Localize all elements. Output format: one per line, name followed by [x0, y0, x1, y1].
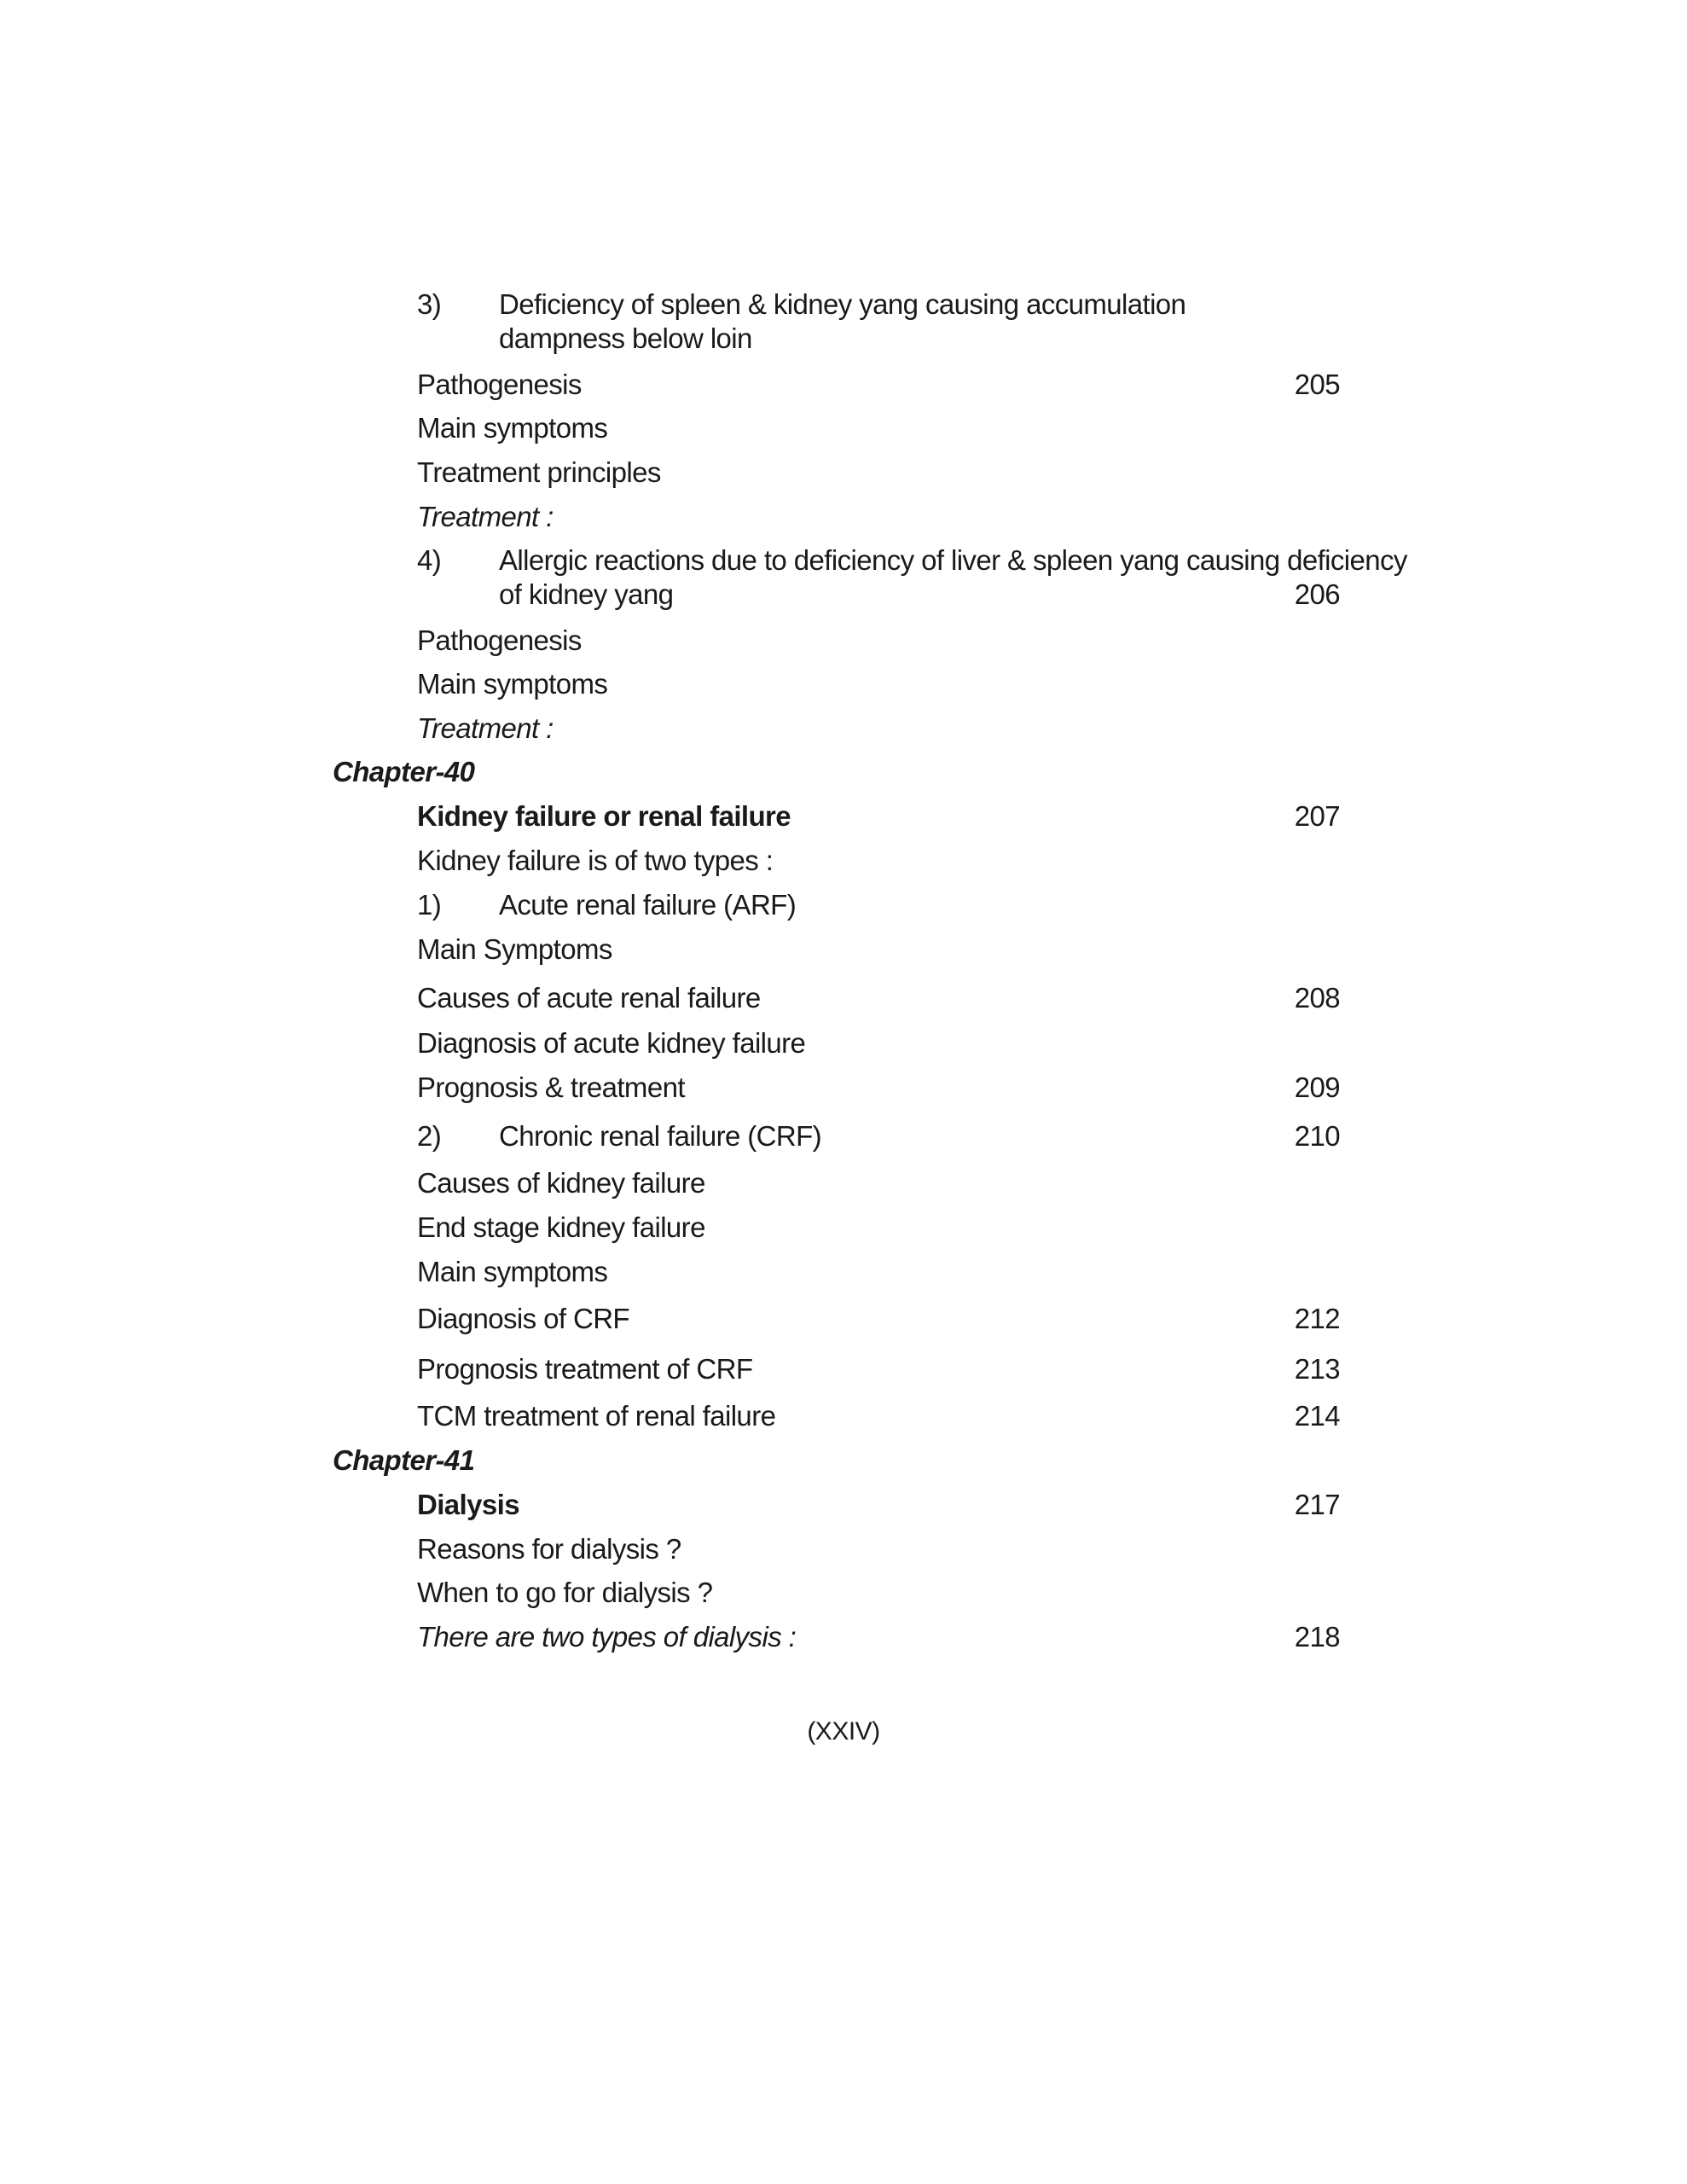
toc-entry-continuation: of kidney yang	[499, 578, 674, 610]
toc-entry: Pathogenesis	[417, 369, 582, 400]
entry-title: Allergic reactions due to deficiency of liver & spleen yang causing deficiency	[499, 544, 1407, 576]
toc-entry: Causes of kidney failure	[417, 1167, 705, 1199]
toc-entry: TCM treatment of renal failure	[417, 1400, 776, 1432]
toc-entry: Diagnosis of acute kidney failure	[417, 1027, 806, 1059]
entry-title: Deficiency of spleen & kidney yang causing accumulation	[499, 288, 1186, 320]
toc-entry: There are two types of dialysis :	[417, 1621, 797, 1653]
toc-entry: Treatment principles	[417, 456, 661, 488]
toc-entry: Main symptoms	[417, 1256, 608, 1287]
toc-entry: Kidney failure is of two types :	[417, 845, 774, 876]
toc-entry-numbered	[417, 543, 1407, 578]
toc-entry-numbered	[417, 1119, 821, 1153]
toc-entry: Diagnosis of CRF	[417, 1303, 629, 1334]
toc-entry: Reasons for dialysis ?	[417, 1533, 681, 1565]
toc-entry: Main symptoms	[417, 668, 608, 700]
toc-entry: Main Symptoms	[417, 933, 612, 965]
page-number: 205	[1294, 369, 1340, 400]
chapter-heading: Chapter-41	[333, 1444, 475, 1476]
entry-number: 1)	[417, 889, 442, 921]
page-number: 218	[1294, 1621, 1340, 1653]
page-number: 210	[1294, 1120, 1340, 1152]
page-number: 213	[1294, 1353, 1340, 1385]
chapter-heading: Chapter-40	[333, 756, 475, 787]
toc-entry-continuation: dampness below loin	[499, 322, 752, 354]
toc-entry: When to go for dialysis ?	[417, 1577, 713, 1608]
toc-entry: Treatment :	[417, 501, 554, 532]
toc-entry: Main symptoms	[417, 412, 608, 444]
toc-entry: End stage kidney failure	[417, 1211, 705, 1243]
page-number: 212	[1294, 1303, 1340, 1334]
chapter-title: Kidney failure or renal failure	[417, 800, 791, 832]
chapter-title: Dialysis	[417, 1489, 519, 1520]
toc-entry-numbered	[417, 888, 796, 922]
entry-title: Acute renal failure (ARF)	[499, 889, 797, 921]
entry-number: 4)	[417, 544, 442, 576]
toc-entry: Pathogenesis	[417, 624, 582, 656]
toc-entry: Causes of acute renal failure	[417, 982, 761, 1014]
page-number: 208	[1294, 982, 1340, 1014]
toc-entry: Prognosis & treatment	[417, 1072, 685, 1103]
page-number: 209	[1294, 1072, 1340, 1103]
page-number: 217	[1294, 1489, 1340, 1520]
page-number: 206	[1294, 578, 1340, 610]
entry-number: 2)	[417, 1120, 442, 1152]
toc-entry: Treatment :	[417, 712, 554, 744]
entry-title: Chronic renal failure (CRF)	[499, 1120, 822, 1152]
page-number: 214	[1294, 1400, 1340, 1432]
toc-entry-numbered	[417, 288, 1186, 322]
toc-entry: Prognosis treatment of CRF	[417, 1353, 753, 1385]
entry-number: 3)	[417, 288, 442, 320]
folio-page-number: (XXIV)	[807, 1717, 880, 1745]
page-number: 207	[1294, 800, 1340, 832]
